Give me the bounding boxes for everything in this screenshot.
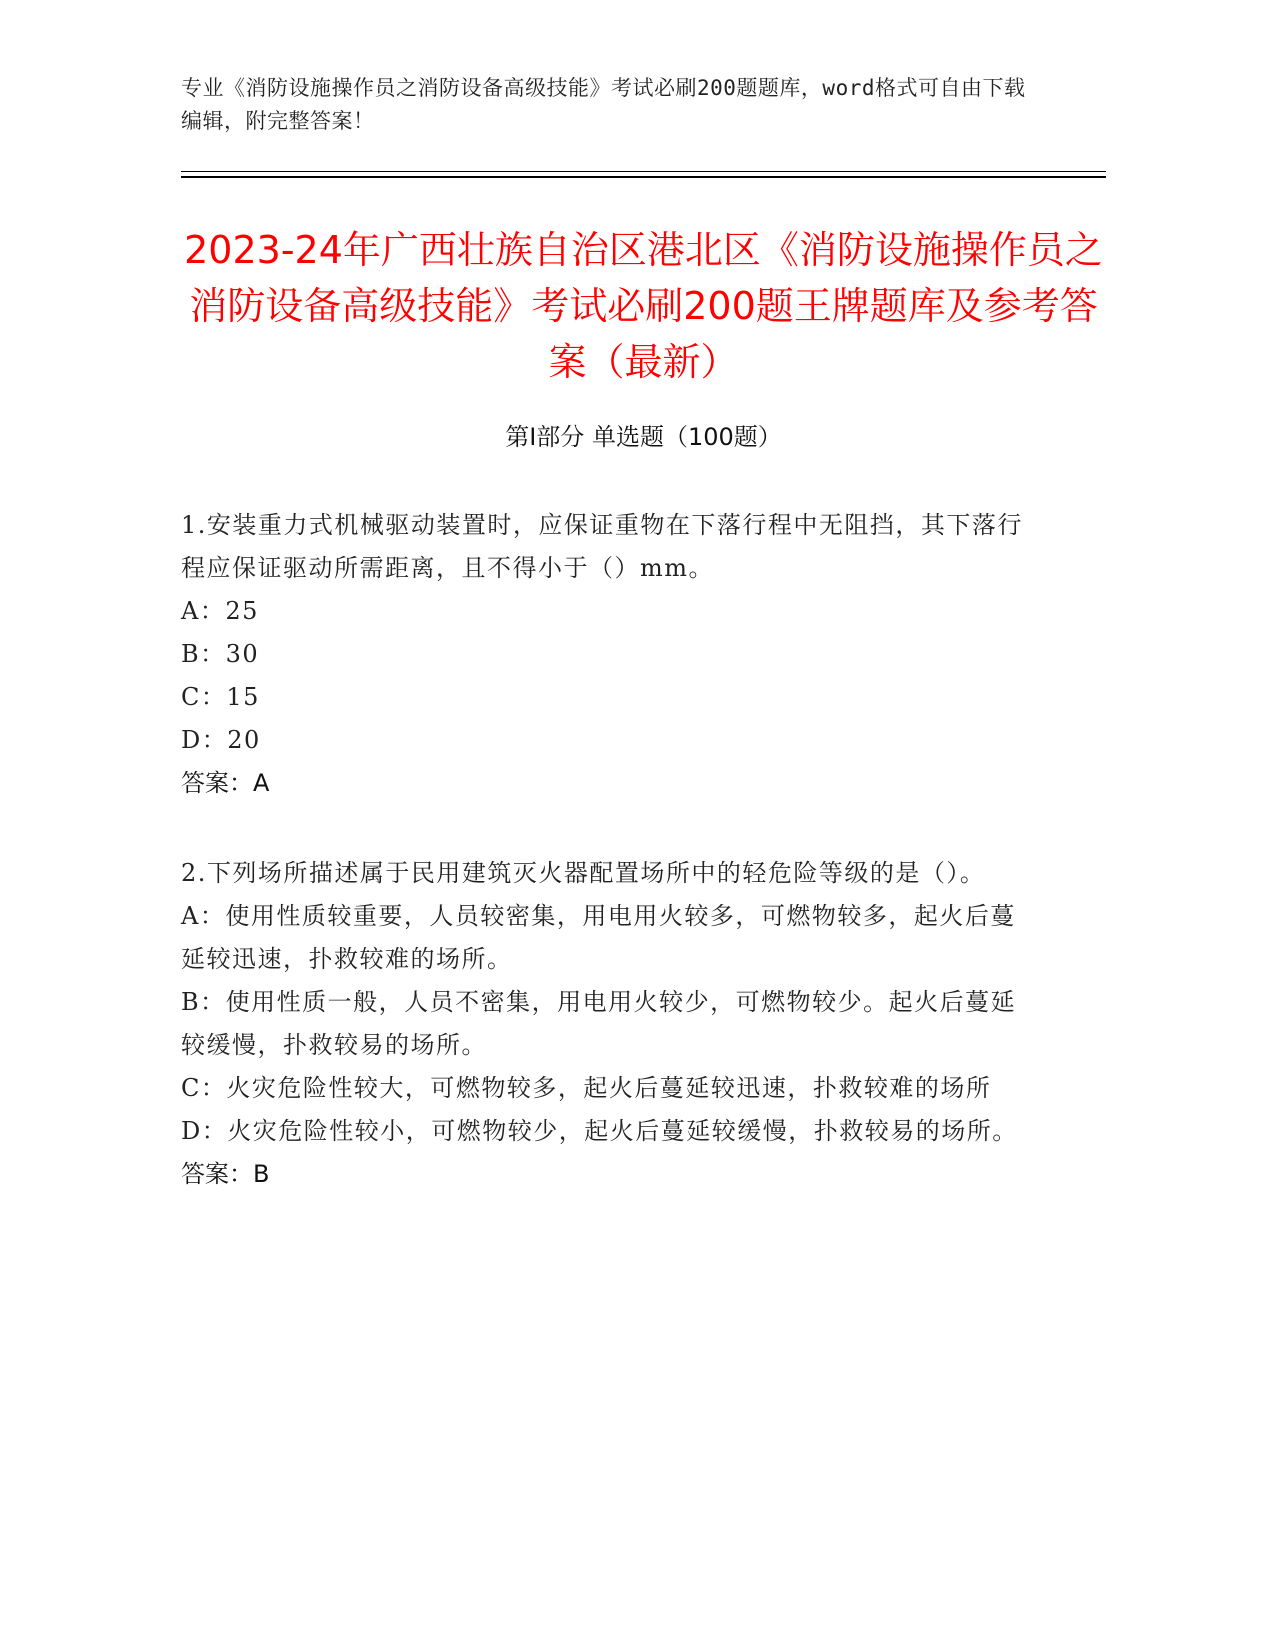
option-a: A：使用性质较重要，人员较密集，用电用火较多，可燃物较多，起火后蔓延较迅速，扑救较难的场所。 <box>181 902 1016 973</box>
answer-line: 答案：B <box>181 1160 270 1188</box>
option-d: D：20 <box>181 726 261 754</box>
question-stem: 1.安装重力式机械驱动装置时，应保证重物在下落行程中无阻挡，其下落行程应保证驱动所需距离，且不得小于（）mm。 <box>181 511 1023 582</box>
section-heading: 第Ⅰ部分 单选题（100题） <box>505 423 782 451</box>
option-a: A：25 <box>181 597 259 625</box>
header-note: 专业《消防设施操作员之消防设备高级技能》考试必刷200题题库，word格式可自由下载编辑，附完整答案！ <box>181 76 1026 133</box>
option-d: D：火灾危险性较小，可燃物较少，起火后蔓延较缓慢，扑救较易的场所。 <box>181 1117 1018 1145</box>
header-divider-thin <box>181 171 1106 172</box>
option-b: B：使用性质一般，人员不密集，用电用火较少，可燃物较少。起火后蔓延较缓慢，扑救较易的场所。 <box>181 988 1017 1059</box>
option-c: C：火灾危险性较大，可燃物较多，起火后蔓延较迅速，扑救较难的场所 <box>181 1074 992 1102</box>
document-title: 2023-24年广西壮族自治区港北区《消防设施操作员之消防设备高级技能》考试必刷200题王牌题库及参考答案（最新） <box>184 228 1103 384</box>
question-item <box>181 852 1031 1196</box>
question-item <box>181 504 1031 805</box>
option-c: C：15 <box>181 683 260 711</box>
question-stem: 2.下列场所描述属于民用建筑灭火器配置场所中的轻危险等级的是（）。 <box>181 859 986 887</box>
answer-line: 答案：A <box>181 769 270 797</box>
option-b: B：30 <box>181 640 260 668</box>
header-divider-thick <box>181 176 1106 178</box>
